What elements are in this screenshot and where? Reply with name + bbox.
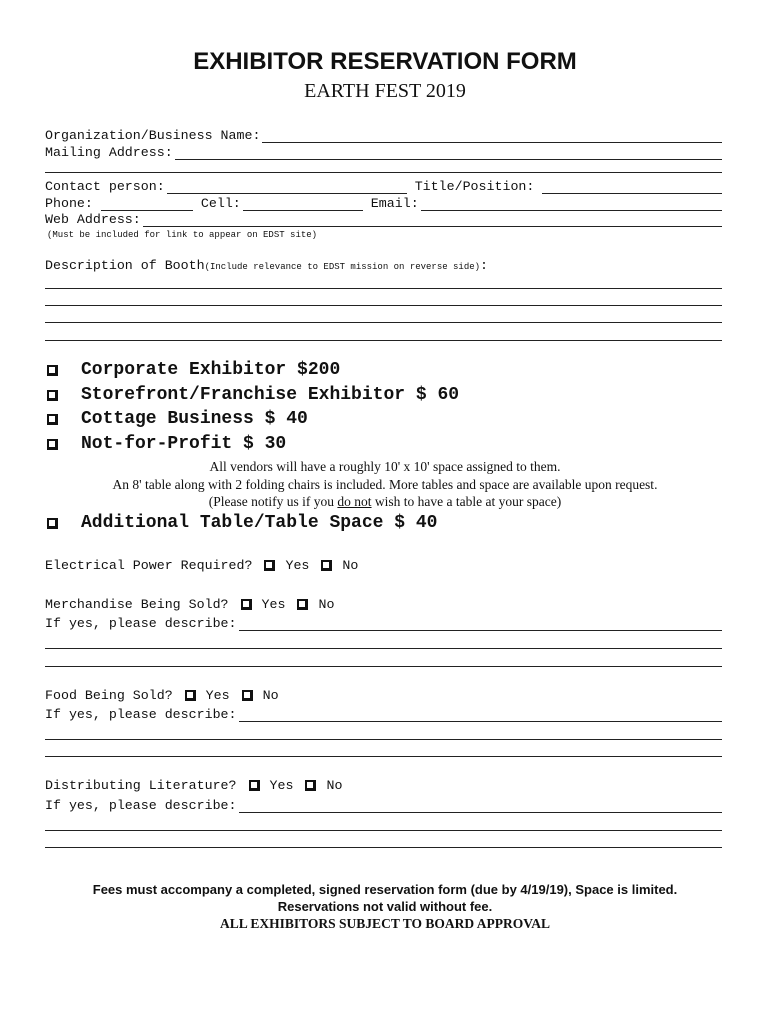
yes-label: Yes: [285, 558, 310, 573]
phone-label: Phone:: [45, 196, 93, 211]
option-not-for-profit[interactable]: [47, 434, 286, 454]
yes-label: Yes: [261, 597, 286, 612]
contact-person-input-line[interactable]: [167, 182, 407, 194]
checkbox-icon[interactable]: [241, 599, 252, 610]
contact-person-row[interactable]: [45, 179, 722, 194]
fees-notice: Fees must accompany a completed, signed reservation form (due by 4/19/19), Space is limited.: [92, 882, 678, 897]
description-line-1[interactable]: [45, 288, 722, 289]
option-label: Not-for-Profit $ 30: [81, 434, 287, 454]
describe-label: If yes, please describe:: [45, 616, 237, 631]
food-question: [45, 688, 287, 703]
board-approval-notice: ALL EXHIBITORS SUBJECT TO BOARD APPROVAL: [220, 916, 550, 931]
booth-description-label: [45, 258, 488, 273]
merchandise-describe-line[interactable]: [239, 619, 722, 631]
literature-question: [45, 778, 350, 793]
checkbox-icon[interactable]: [249, 780, 260, 791]
yes-label: Yes: [269, 778, 294, 793]
form-title: EXHIBITOR RESERVATION FORM: [193, 48, 577, 75]
web-address-field[interactable]: [45, 212, 722, 227]
checkbox-icon[interactable]: [47, 365, 58, 376]
food-line-3[interactable]: [45, 756, 722, 757]
no-label: No: [262, 688, 279, 703]
mailing-address-input-line[interactable]: [175, 148, 722, 160]
checkbox-icon[interactable]: [47, 439, 58, 450]
table-notify-emphasis: do not: [337, 494, 372, 509]
web-address-label: Web Address:: [45, 212, 141, 227]
literature-describe-field[interactable]: [45, 798, 722, 813]
title-position-input-line[interactable]: [542, 182, 722, 194]
checkbox-icon[interactable]: [47, 390, 58, 401]
reservation-notice: Reservations not valid without fee.: [277, 899, 493, 914]
event-subtitle: EARTH FEST 2019: [304, 80, 466, 102]
option-additional-table[interactable]: [47, 513, 437, 533]
option-label: Storefront/Franchise Exhibitor $ 60: [81, 385, 460, 405]
no-label: No: [318, 597, 335, 612]
title-position-label: Title/Position:: [414, 179, 535, 194]
food-describe-field[interactable]: [45, 707, 722, 722]
web-address-note: (Must be included for link to appear on EDST site): [47, 230, 318, 240]
food-label: Food Being Sold?: [45, 688, 173, 703]
merchandise-line-2[interactable]: [45, 648, 722, 649]
checkbox-icon[interactable]: [297, 599, 308, 610]
merchandise-describe-field[interactable]: [45, 616, 722, 631]
option-storefront-exhibitor[interactable]: [47, 385, 459, 405]
organization-input-line[interactable]: [262, 131, 722, 143]
table-included-note: An 8' table along with 2 folding chairs is included. More tables and space are available upon request.: [112, 477, 658, 492]
literature-line-2[interactable]: [45, 830, 722, 831]
mailing-address-field[interactable]: [45, 145, 722, 160]
checkbox-icon[interactable]: [47, 518, 58, 529]
email-label: Email:: [370, 196, 419, 211]
no-label: No: [342, 558, 359, 573]
description-line-4[interactable]: [45, 340, 722, 341]
option-label: Additional Table/Table Space $ 40: [81, 513, 438, 533]
electrical-question: [45, 558, 366, 573]
option-label: Cottage Business $ 40: [81, 409, 308, 429]
describe-label: If yes, please describe:: [45, 798, 237, 813]
phone-input-line[interactable]: [101, 199, 193, 211]
literature-describe-line[interactable]: [239, 801, 722, 813]
merchandise-label: Merchandise Being Sold?: [45, 597, 229, 612]
table-notify-note: [0, 494, 770, 510]
table-notify-pre: (Please notify us if you: [208, 494, 338, 509]
vendor-space-note: All vendors will have a roughly 10' x 10' space assigned to them.: [209, 459, 561, 474]
email-input-line[interactable]: [421, 199, 722, 211]
describe-label: If yes, please describe:: [45, 707, 237, 722]
checkbox-icon[interactable]: [321, 560, 332, 571]
checkbox-icon[interactable]: [264, 560, 275, 571]
literature-label: Distributing Literature?: [45, 778, 237, 793]
merchandise-question: [45, 597, 342, 612]
organization-label: Organization/Business Name:: [45, 128, 261, 143]
electrical-label: Electrical Power Required?: [45, 558, 253, 573]
table-notify-post: wish to have a table at your space): [371, 494, 562, 509]
booth-description-note: (Include relevance to EDST mission on reverse side): [204, 262, 481, 272]
food-describe-line[interactable]: [239, 710, 722, 722]
organization-field[interactable]: [45, 128, 722, 143]
checkbox-icon[interactable]: [185, 690, 196, 701]
literature-line-3[interactable]: [45, 847, 722, 848]
merchandise-line-3[interactable]: [45, 666, 722, 667]
cell-input-line[interactable]: [243, 199, 363, 211]
option-cottage-business[interactable]: [47, 409, 308, 429]
description-line-2[interactable]: [45, 305, 722, 306]
checkbox-icon[interactable]: [242, 690, 253, 701]
mailing-address-label: Mailing Address:: [45, 145, 173, 160]
booth-description-title: Description of Booth: [45, 258, 205, 273]
cell-label: Cell:: [200, 196, 241, 211]
mailing-address-line-2[interactable]: [45, 172, 722, 173]
web-address-input-line[interactable]: [143, 215, 722, 227]
contact-person-label: Contact person:: [45, 179, 165, 194]
checkbox-icon[interactable]: [305, 780, 316, 791]
checkbox-icon[interactable]: [47, 414, 58, 425]
option-corporate-exhibitor[interactable]: [47, 360, 340, 380]
option-label: Corporate Exhibitor $200: [81, 360, 341, 380]
booth-description-colon: :: [480, 258, 489, 273]
yes-label: Yes: [205, 688, 230, 703]
food-line-2[interactable]: [45, 739, 722, 740]
no-label: No: [326, 778, 343, 793]
phone-row[interactable]: [45, 196, 722, 211]
description-line-3[interactable]: [45, 322, 722, 323]
